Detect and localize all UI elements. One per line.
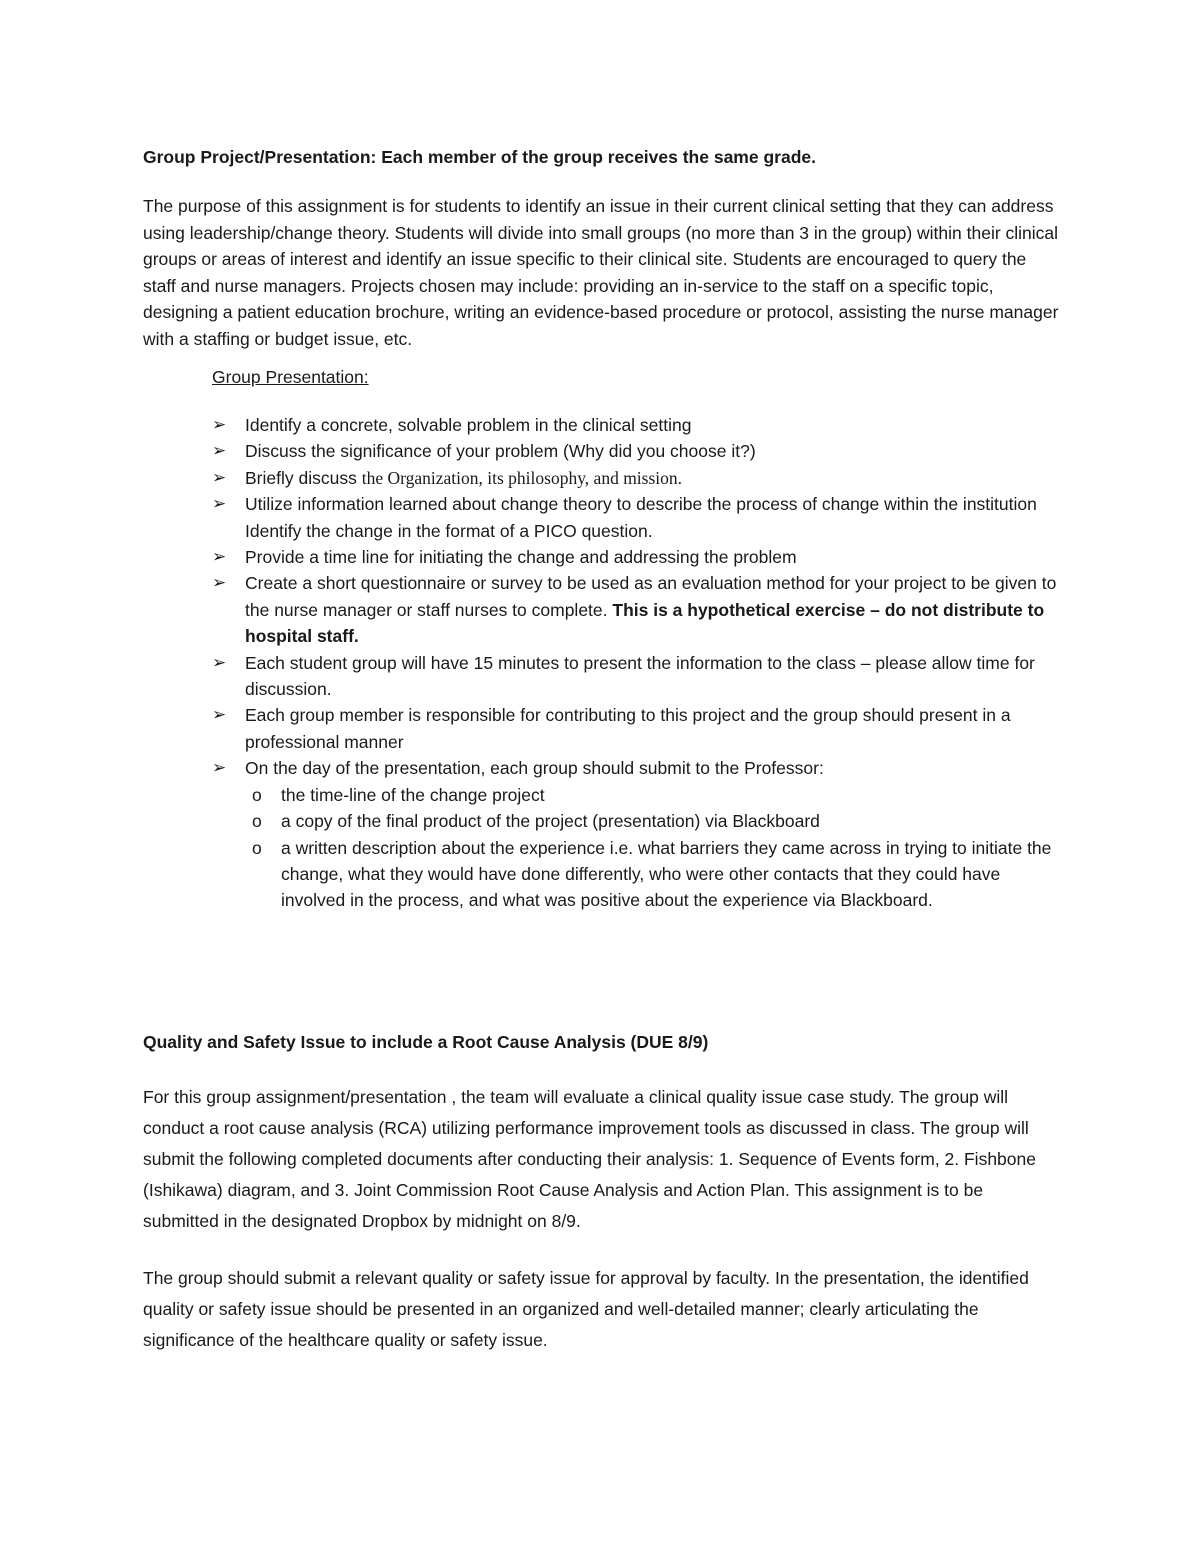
bullet-text: Identify a concrete, solvable problem in the clinical setting — [245, 415, 692, 435]
section1-paragraph: The purpose of this assignment is for students to identify an issue in their current clinical setting that they can address using leadership/change theory. Students will divide into small groups (no more than 3 in the group) within their clinical groups or areas of interest and identify an issue specific to their clinical site. Students are encouraged to query the staff and nurse managers. Projects chosen may include: providing an in-service to the staff on a specific topic, designing a patient education brochure, writing an evidence-based procedure or protocol, assisting the nurse manager with a staffing or budget issue, etc. — [143, 196, 1059, 349]
bullet-text: Create a short questionnaire or survey to be used as an evaluation method for your project to be given to the nurse manager or staff nurses to complete. — [245, 573, 1057, 620]
circle-bullet-icon: o — [252, 784, 262, 805]
list-item — [212, 544, 1062, 570]
section2-paragraph-2: The group should submit a relevant quality or safety issue for approval by faculty. In the presentation, the identified quality or safety issue should be presented in an organized and well-detailed manner; clearly articulating the significance of the healthcare quality or safety issue. — [143, 1268, 1029, 1350]
bullet-text: Briefly discuss — [245, 467, 362, 488]
bullet-text: Each group member is responsible for contributing to this project and the group should present in a professional manner — [245, 705, 1011, 752]
group-presentation-subheading: Group Presentation: — [212, 367, 369, 387]
sub-list-item — [245, 782, 1062, 808]
arrow-bullet-icon: ➢ — [212, 441, 227, 461]
list-item — [212, 570, 1062, 649]
arrow-bullet-icon: ➢ — [212, 415, 227, 434]
arrow-bullet-icon: ➢ — [212, 705, 227, 725]
sub-list-item — [245, 835, 1062, 914]
bullet-text: Utilize information learned about change theory to describe the process of change within the institution Identify the change in the format of a PICO question. — [245, 494, 1037, 541]
bullet-text: Discuss the significance of your problem (Why did you choose it?) — [245, 441, 756, 462]
section1-heading: Group Project/Presentation: Each member of the group receives the same grade. — [143, 147, 816, 167]
list-item — [212, 702, 1062, 755]
arrow-bullet-icon: ➢ — [212, 573, 227, 593]
bullet-text: On the day of the presentation, each group should submit to the Professor: — [245, 758, 824, 779]
arrow-bullet-icon: ➢ — [212, 547, 227, 567]
arrow-bullet-icon: ➢ — [212, 758, 227, 778]
list-item — [212, 650, 1062, 703]
arrow-bullet-icon: ➢ — [212, 467, 227, 487]
list-item — [212, 412, 1062, 438]
section2-heading: Quality and Safety Issue to include a Root Cause Analysis (DUE 8/9) — [143, 1032, 709, 1052]
section2-paragraph-1: For this group assignment/presentation , the team will evaluate a clinical quality issue case study. The group will conduct a root cause analysis (RCA) utilizing performance improvement tools as discussed in class. The group will submit the following completed documents after conducting their analysis: 1. Sequence of Events form, 2. Fishbone (Ishikawa) diagram, and 3. Joint Commission Root Cause Analysis and Action Plan. This assignment is to be submitted in the designated Dropbox by midnight on 8/9. — [143, 1087, 1036, 1231]
list-item — [212, 465, 1062, 491]
list-item — [212, 438, 1062, 464]
bullet-text: Provide a time line for initiating the change and addressing the problem — [245, 547, 797, 568]
bullet-text-bold: This is a hypothetical exercise – do not distribute to hospital staff. — [245, 599, 1045, 647]
list-item — [212, 755, 1062, 913]
submission-list — [245, 782, 1062, 914]
arrow-bullet-icon: ➢ — [212, 494, 227, 514]
list-item — [212, 491, 1062, 544]
sub-bullet-text: a written description about the experience i.e. what barriers they came across in trying to initiate the change, what they would have done differently, who were other contacts that they could have involved in the process, and what was positive about the experience via Blackboard. — [281, 837, 1052, 911]
bullet-text: Each student group will have 15 minutes to present the information to the class – please allow time for discussion. — [245, 652, 1035, 700]
sub-bullet-text: the time-line of the change project — [281, 784, 545, 805]
bullet-text-serif: the Organization, its philosophy, and mission. — [361, 467, 683, 488]
sub-bullet-text: a copy of the final product of the project (presentation) via Blackboard — [281, 811, 820, 832]
circle-bullet-icon: o — [252, 811, 262, 832]
circle-bullet-icon: o — [252, 837, 262, 858]
requirements-list — [212, 412, 1062, 914]
sub-list-item — [245, 808, 1062, 834]
arrow-bullet-icon: ➢ — [212, 652, 227, 672]
